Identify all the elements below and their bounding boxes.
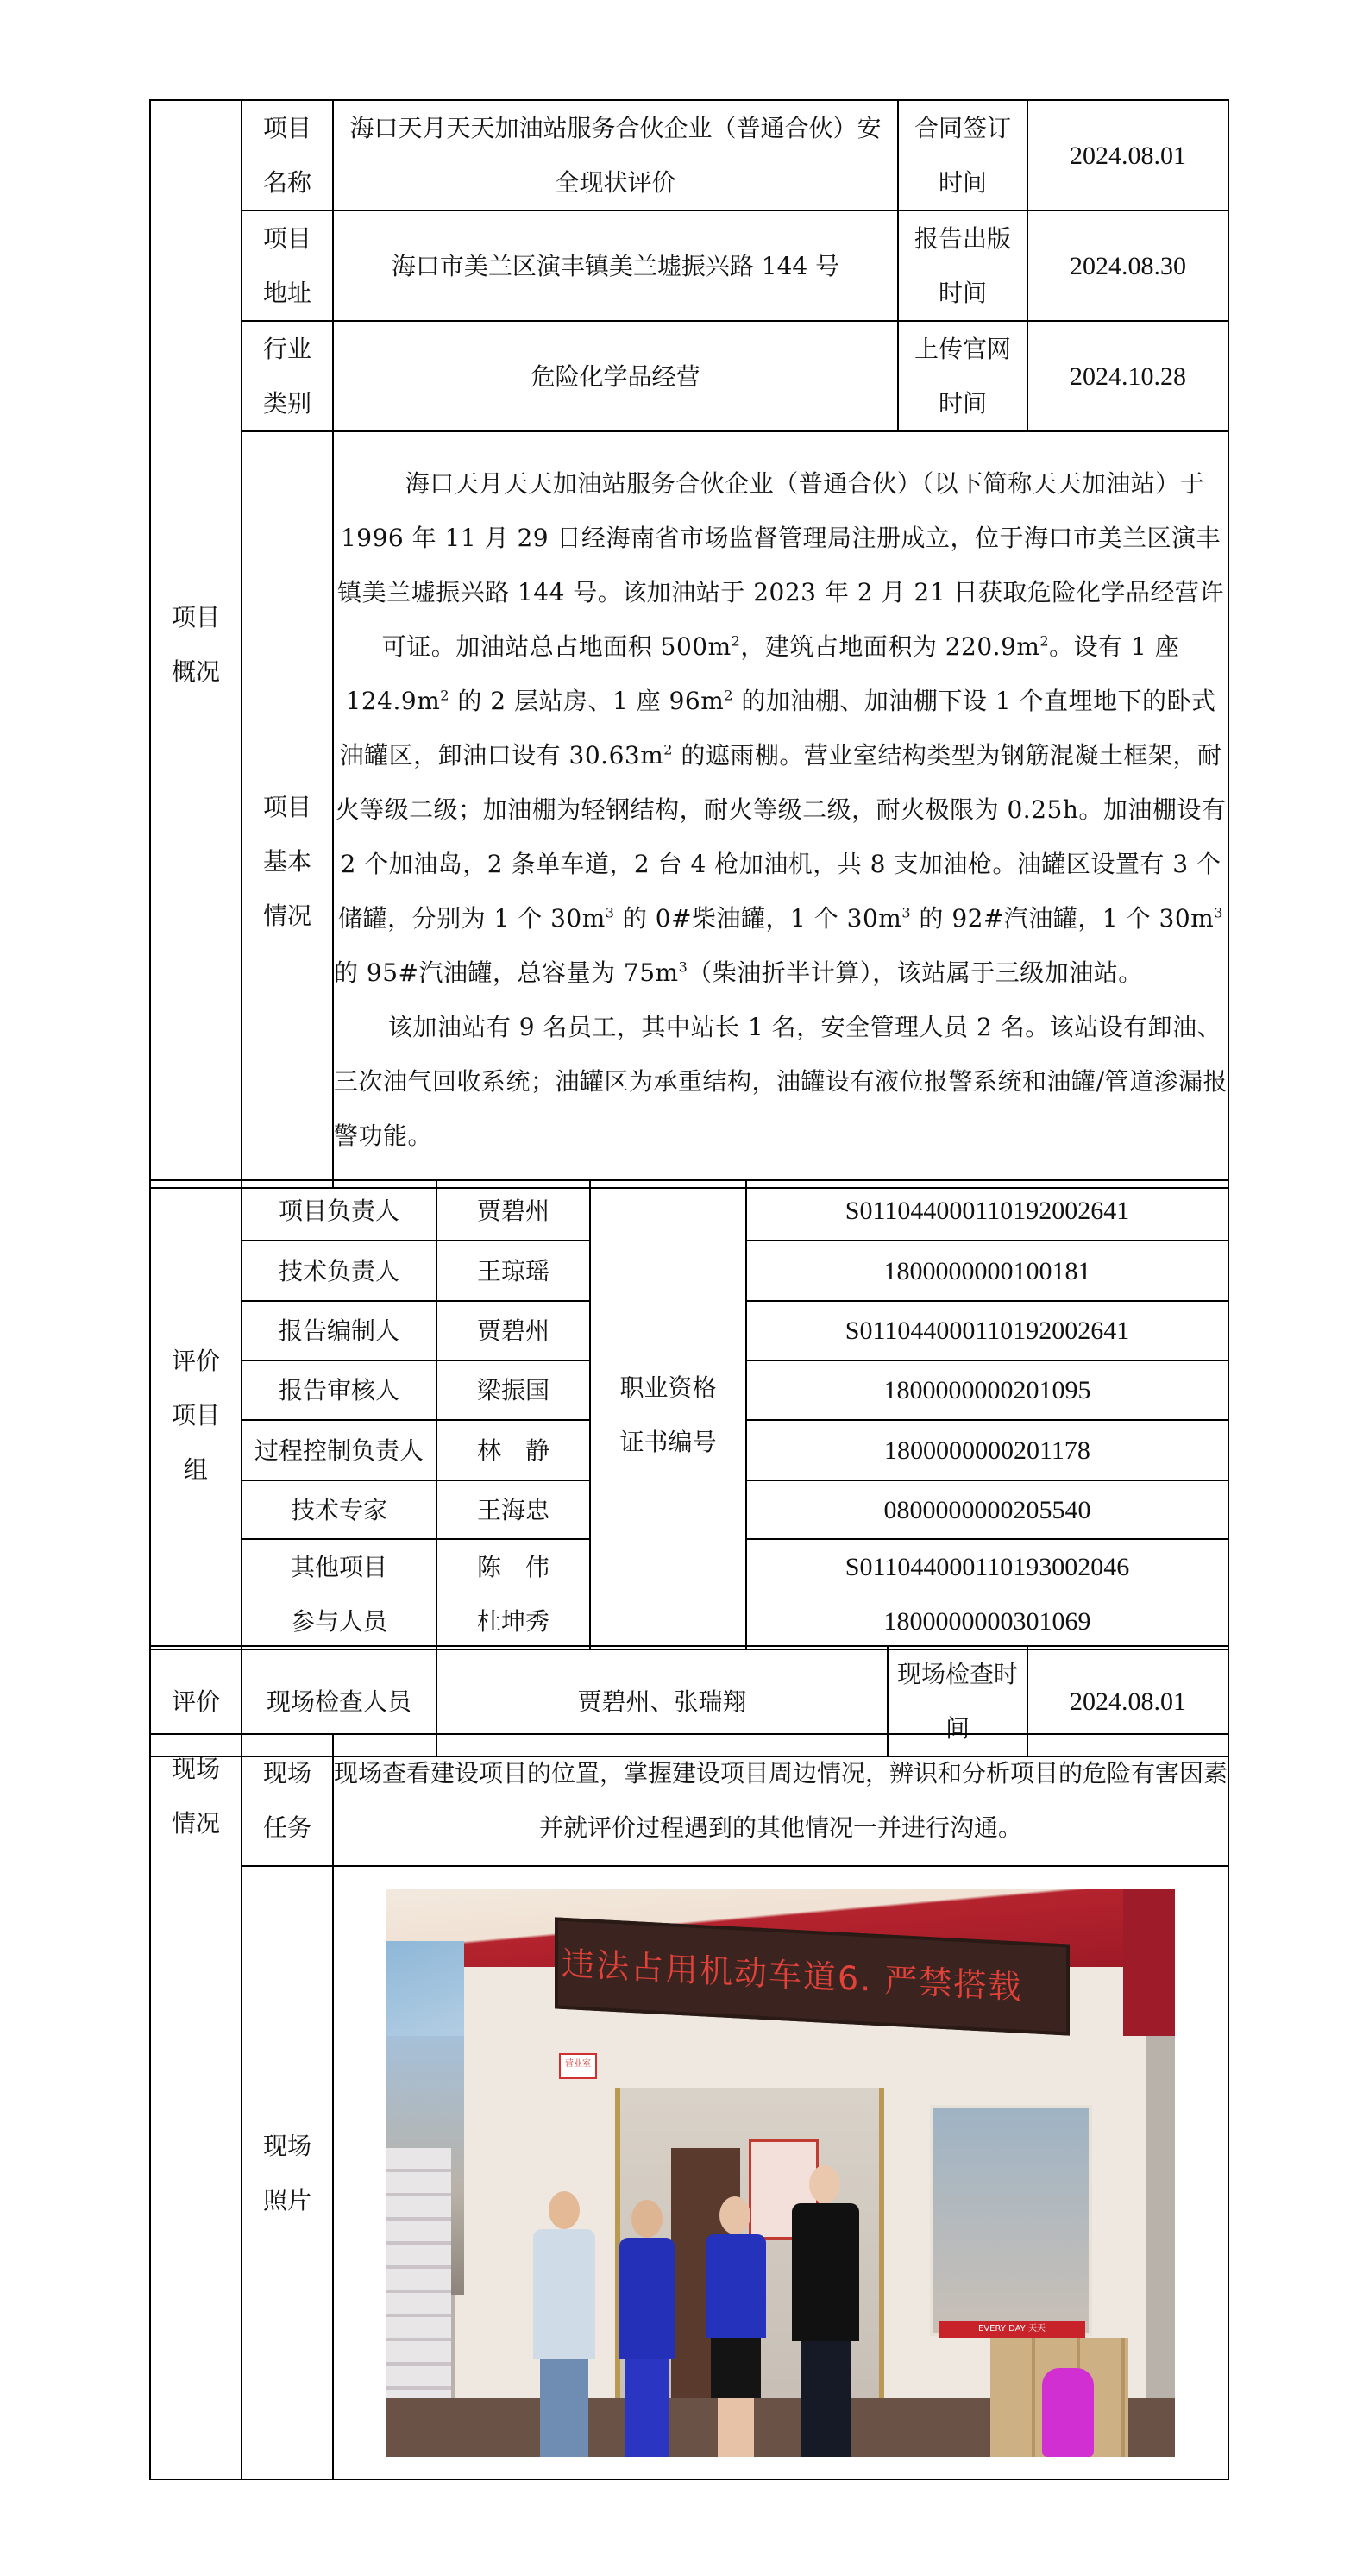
value-project-address: 海口市美兰区演丰镇美兰墟振兴路 144 号: [333, 210, 898, 321]
label-report-date: 报告出版时间: [898, 210, 1027, 321]
team-table: [149, 1179, 1229, 1650]
team-name-others: 陈 伟 杜坤秀: [436, 1539, 590, 1649]
team-role: 技术专家: [242, 1480, 436, 1539]
label-project-name: 项目名称: [242, 100, 333, 210]
photo-window-right: [930, 2105, 1092, 2336]
photo-led-sign: 违法占用机动车道6. 严禁搭载: [555, 1917, 1070, 2035]
team-cert: 1800000000201178: [746, 1420, 1228, 1480]
photo-pink-chair: [1042, 2368, 1094, 2457]
label-site-photo: 现场照片: [242, 1866, 333, 2479]
value-industry: 危险化学品经营: [333, 321, 898, 431]
photo-canopy-edge: [1123, 1889, 1175, 2036]
basic-info-paragraph-2: 该加油站有 9 名员工，其中站长 1 名，安全管理人员 2 名。该站设有卸油、三次油气回收系统；油罐区为承重结构，油罐设有液位报警系统和油罐/管道渗漏报警功能。: [334, 1013, 1228, 1150]
team-cert: S011044000110192002641: [746, 1180, 1228, 1241]
team-cert: 1800000000100181: [746, 1241, 1228, 1301]
site-photo-cell: [333, 1866, 1228, 2479]
basic-info-text: [333, 431, 1228, 1188]
photo-brand-strip: EVERY DAY 天天: [939, 2321, 1085, 2338]
team-cert: S011044000110192002641: [746, 1301, 1228, 1360]
label-upload-date: 上传官网时间: [898, 321, 1027, 431]
value-report-date: 2024.08.30: [1027, 210, 1228, 321]
team-name: 梁振国: [436, 1360, 590, 1420]
team-role: 技术负责人: [242, 1241, 436, 1301]
label-industry: 行业类别: [242, 321, 333, 431]
cert-label: 职业资格证书编号: [590, 1180, 746, 1649]
team-name: 林 静: [436, 1420, 590, 1480]
team-role: 报告审核人: [242, 1360, 436, 1420]
team-name: 贾碧州: [436, 1301, 590, 1360]
team-role: 报告编制人: [242, 1301, 436, 1360]
photo-door-sign: 营业室: [559, 2053, 597, 2079]
team-name: 王琼瑶: [436, 1241, 590, 1301]
label-contract-date: 合同签订时间: [898, 100, 1027, 210]
team-cert-others: S011044000110193002046 1800000000301069: [746, 1539, 1228, 1649]
value-project-name: 海口天月天天加油站服务合伙企业（普通合伙）安全现状评价: [333, 100, 898, 210]
team-name: 王海忠: [436, 1480, 590, 1539]
site-photo: [386, 1889, 1175, 2457]
basic-info-paragraph-1: 海口天月天天加油站服务合伙企业（普通合伙）（以下简称天天加油站）于 1996 年 11 月 29 日经海南省市场监督管理局注册成立，位于海口市美兰区演丰镇美兰墟振兴路 144 号。该加油站于 2023 年 2 月 21 日获取危险化学品经营许可证。加油站总占地面积 $500m^2$，建筑占地面积为 $220.9m^2$。设有 1 座 $124.9m^2$ 的 2 层站房、1 座 $96m^2$ 的加油棚、加油棚下设 1 个直埋地下的卧式油罐区，卸油口设有 $30.63m^2$ 的遮雨棚。营业室结构类型为钢筋混凝土框架，耐火等级二级；加油棚为轻钢结构，耐火等级二级，耐火极限为 0.25h。加油棚设有 2 个加油岛，2 条单车道，2 台 4 枪加油机，共 8 支加油枪。油罐区设置有 3 个储罐，分别为 1 个 $30m^3$ 的 0#柴油罐，1 个 $30m^3$ 的 92#汽油罐，1 个 $30m^3$ 的 95#汽油罐，总容量为 $75m^3$（柴油折半计算），该站属于三级加油站。: [334, 469, 1227, 987]
team-role-others: 其他项目 参与人员: [242, 1539, 436, 1649]
section-label-team: 评价项目组: [150, 1180, 242, 1649]
value-contract-date: 2024.08.01: [1027, 100, 1228, 210]
label-site-task: 现场任务: [242, 1734, 333, 1866]
team-name: 贾碧州: [436, 1180, 590, 1241]
section-label-inspection: 评价: [150, 1646, 242, 1756]
site-table: [149, 1733, 1229, 2480]
section-label-site: 现场情况: [150, 1734, 242, 2479]
label-project-address: 项目地址: [242, 210, 333, 321]
inspection-people: 贾碧州、张瑞翔: [436, 1646, 888, 1756]
inspection-people-label: 现场检查人员: [242, 1646, 436, 1756]
label-basic-info: 项目基本情况: [242, 431, 333, 1188]
team-cert: 1800000000201095: [746, 1360, 1228, 1420]
overview-label-text: 项目概况: [171, 602, 220, 686]
inspection-time-label: 现场检查时间: [888, 1646, 1027, 1756]
team-role: 项目负责人: [242, 1180, 436, 1241]
team-role: 过程控制负责人: [242, 1420, 436, 1480]
overview-table: [149, 99, 1229, 1189]
value-upload-date: 2024.10.28: [1027, 321, 1228, 431]
inspection-time: 2024.08.01: [1027, 1646, 1228, 1756]
team-cert: 0800000000205540: [746, 1480, 1228, 1539]
site-task-text: 现场查看建设项目的位置，掌握建设项目周边情况，辨识和分析项目的危险有害因素并就评价过程遇到的其他情况一并进行沟通。: [333, 1734, 1228, 1866]
section-label-overview: [150, 100, 242, 1188]
